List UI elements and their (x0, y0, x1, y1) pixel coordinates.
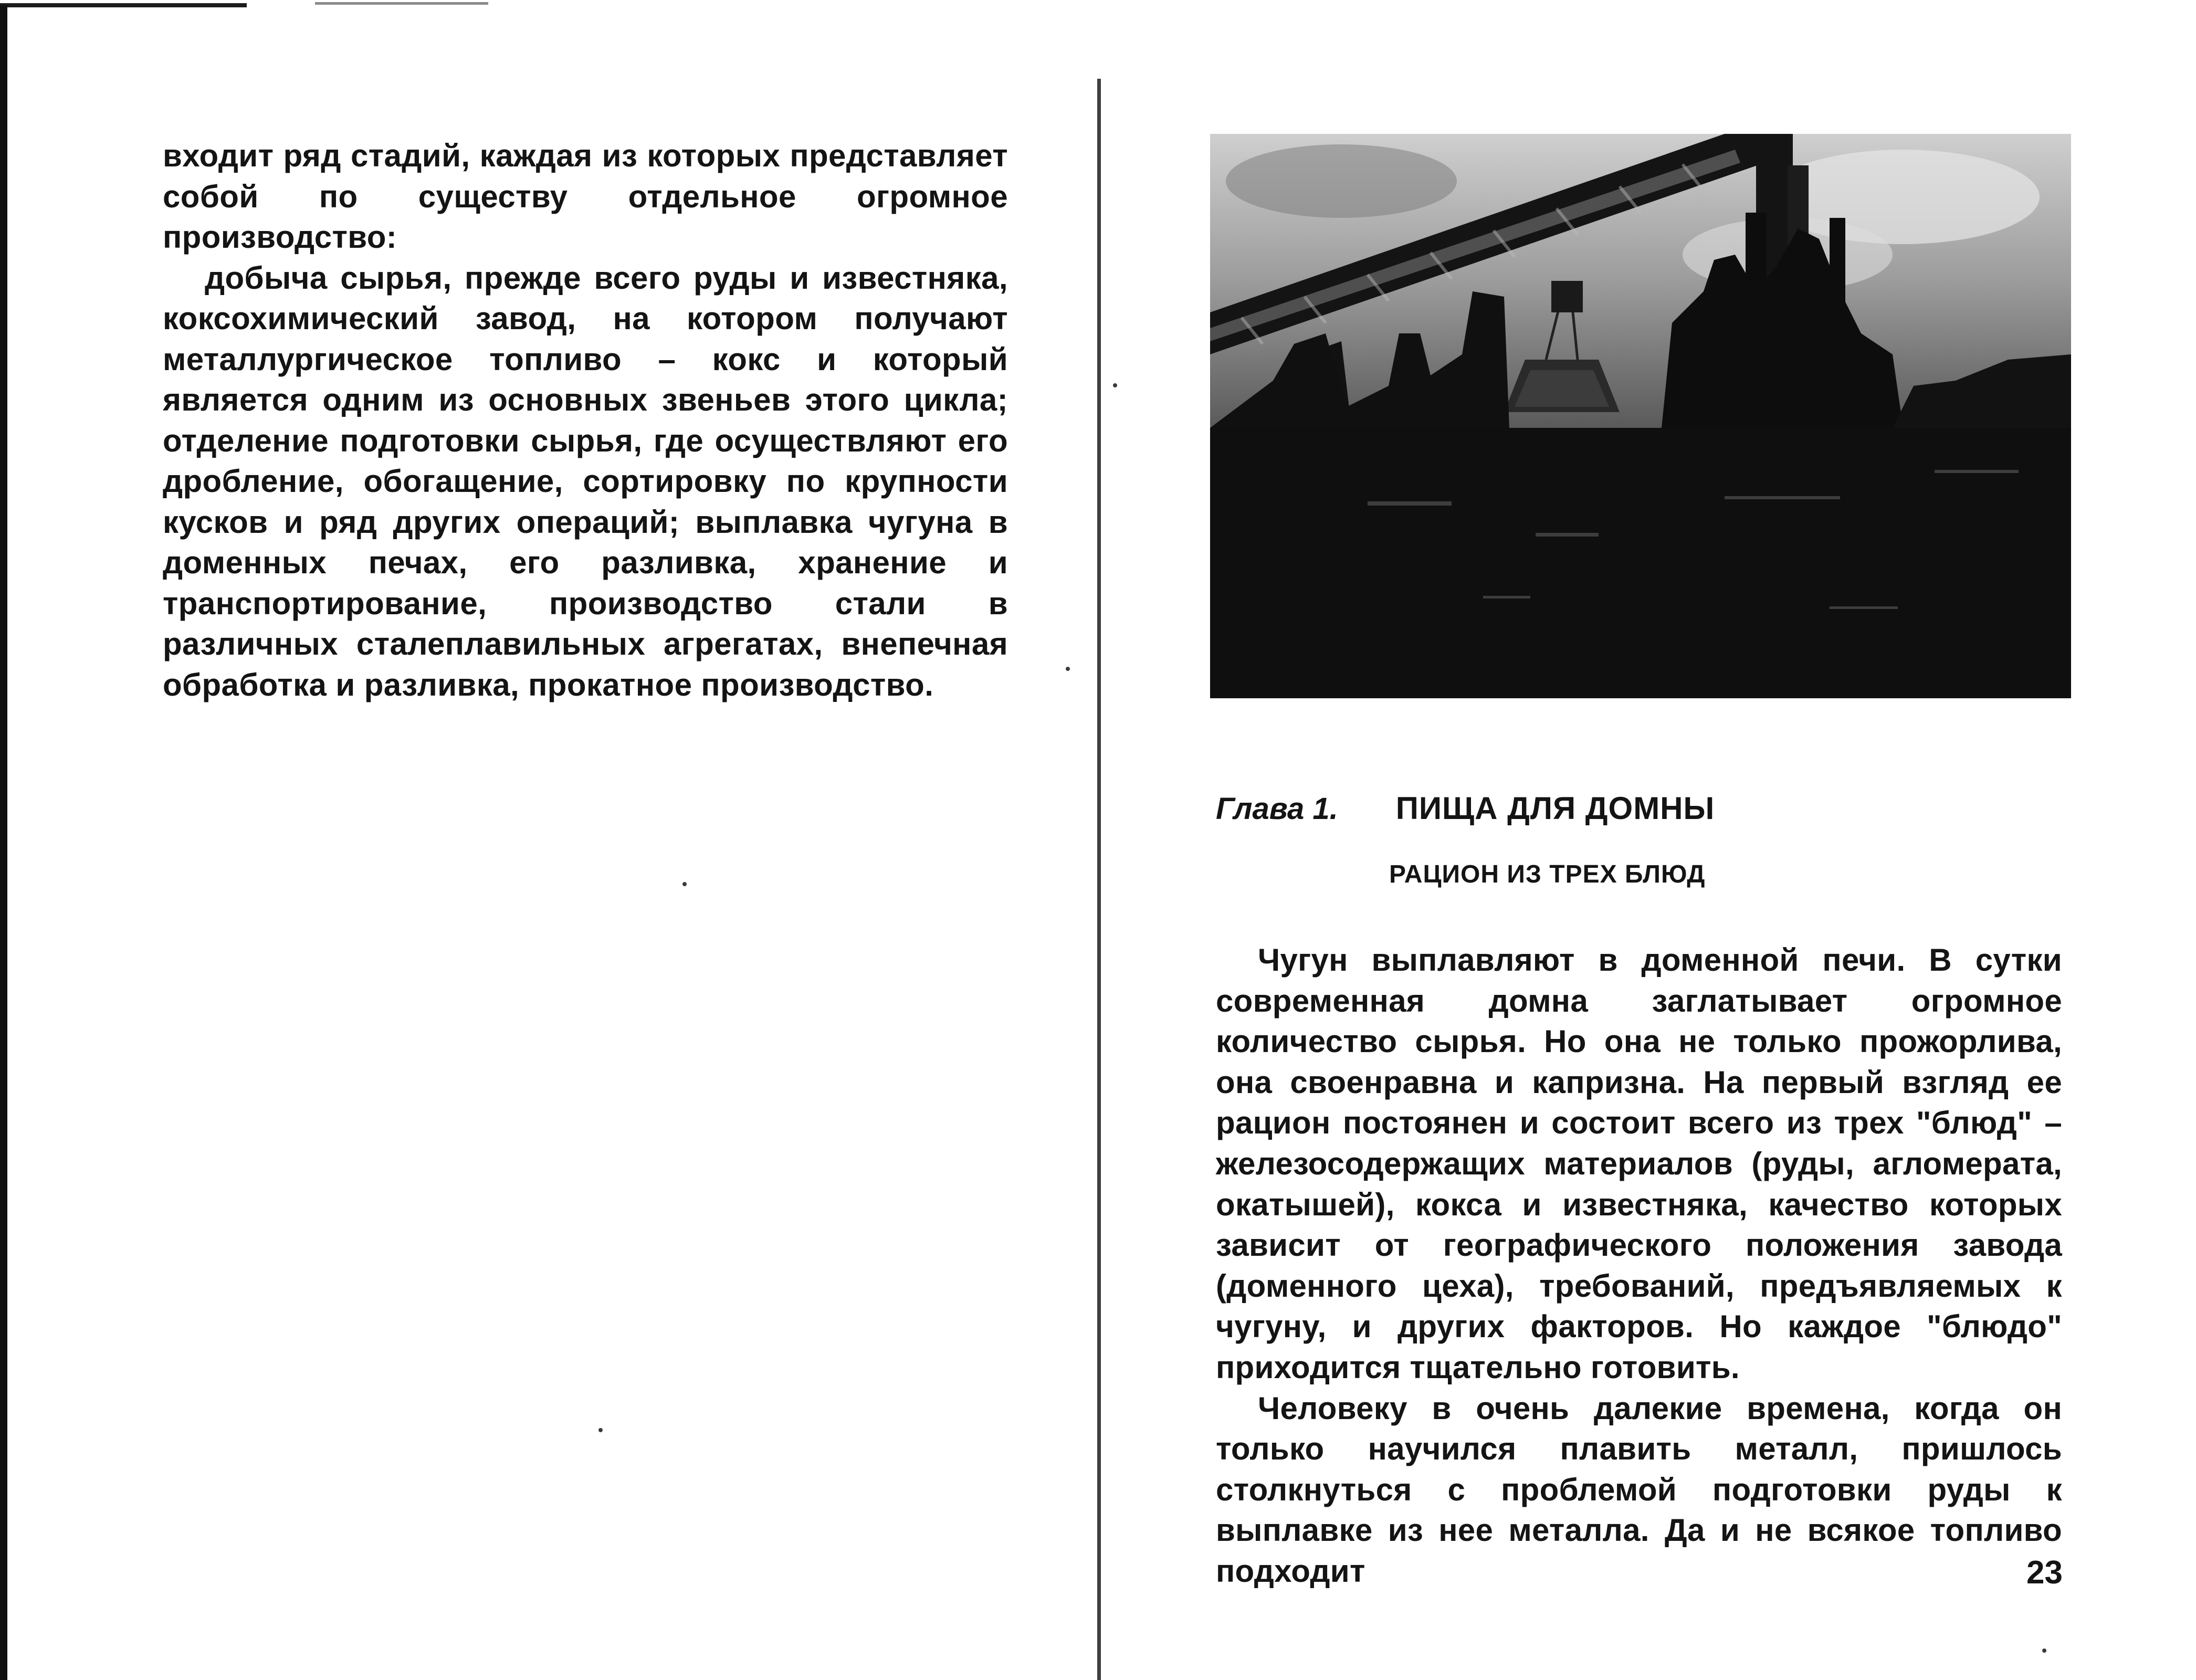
left-paragraph-2: добыча сырья, прежде всего руды и известняка, коксохимический завод, на котором получают металлургическое топливо – кокс и который является одним из основных звеньев этого цикла; отделение подготовки сырья, где осуществляют его дробление, обогащение, сортировку по крупности кусков и ряд других операций; выплавка чугуна в доменных печах, его разливка, хранение и транспортирование, производство стали в различных сталеплавильных агрегатах, внепечная обработка и разливка, прокатное производство. (163, 260, 1008, 702)
chapter-heading (1216, 790, 1715, 837)
chapter-title: ПИЩА ДЛЯ ДОМНЫ (1395, 791, 1715, 826)
chapter-number: Глава 1. (1216, 792, 1338, 826)
right-paragraph-2: Человеку в очень далекие времена, когда он только научился плавить металл, пришлось столкнуться с проблемой подготовки руды к выплавке из нее металла. Да и не всякое топливо подходит (1216, 1390, 2062, 1589)
scan-speck (1113, 383, 1117, 387)
industrial-crane-silhouette (1210, 134, 2071, 698)
blast-furnace-photo (1210, 134, 2071, 698)
scan-edge-left (0, 5, 7, 1680)
right-paragraph-1: Чугун выплавляют в доменной печи. В сутки современная домна заглатывает огромное количество сырья. Но она не только прожорлива, она своенравна и капризна. На первый взгляд ее рацион постоянен и состоит всего из трех "блюд" – железосодержащих материалов (руды, агломерата, окатышей), кокса и известняка, качество которых зависит от географического положения завода (доменного цеха), требований, предъявляемых к чугуну, и других факторов. Но каждое "блюдо" приходится тщательно готовить. (1216, 942, 2062, 1385)
page-number: 23 (2026, 1555, 2063, 1591)
scan-speck (2042, 1648, 2046, 1653)
scan-speck (1066, 667, 1070, 671)
scan-speck (682, 882, 687, 886)
right-page-body (1216, 940, 2062, 1592)
section-title: РАЦИОН ИЗ ТРЕХ БЛЮД (1389, 860, 1706, 888)
scan-edge-top (0, 3, 247, 7)
scan-speck (598, 1428, 603, 1432)
left-page-body (163, 135, 1008, 705)
scan-edge-top-faint (315, 2, 488, 5)
left-paragraph-1: входит ряд стадий, каждая из которых представляет собой по существу отдельное огромное производство: (163, 138, 1008, 255)
page-gutter (1097, 79, 1101, 1680)
